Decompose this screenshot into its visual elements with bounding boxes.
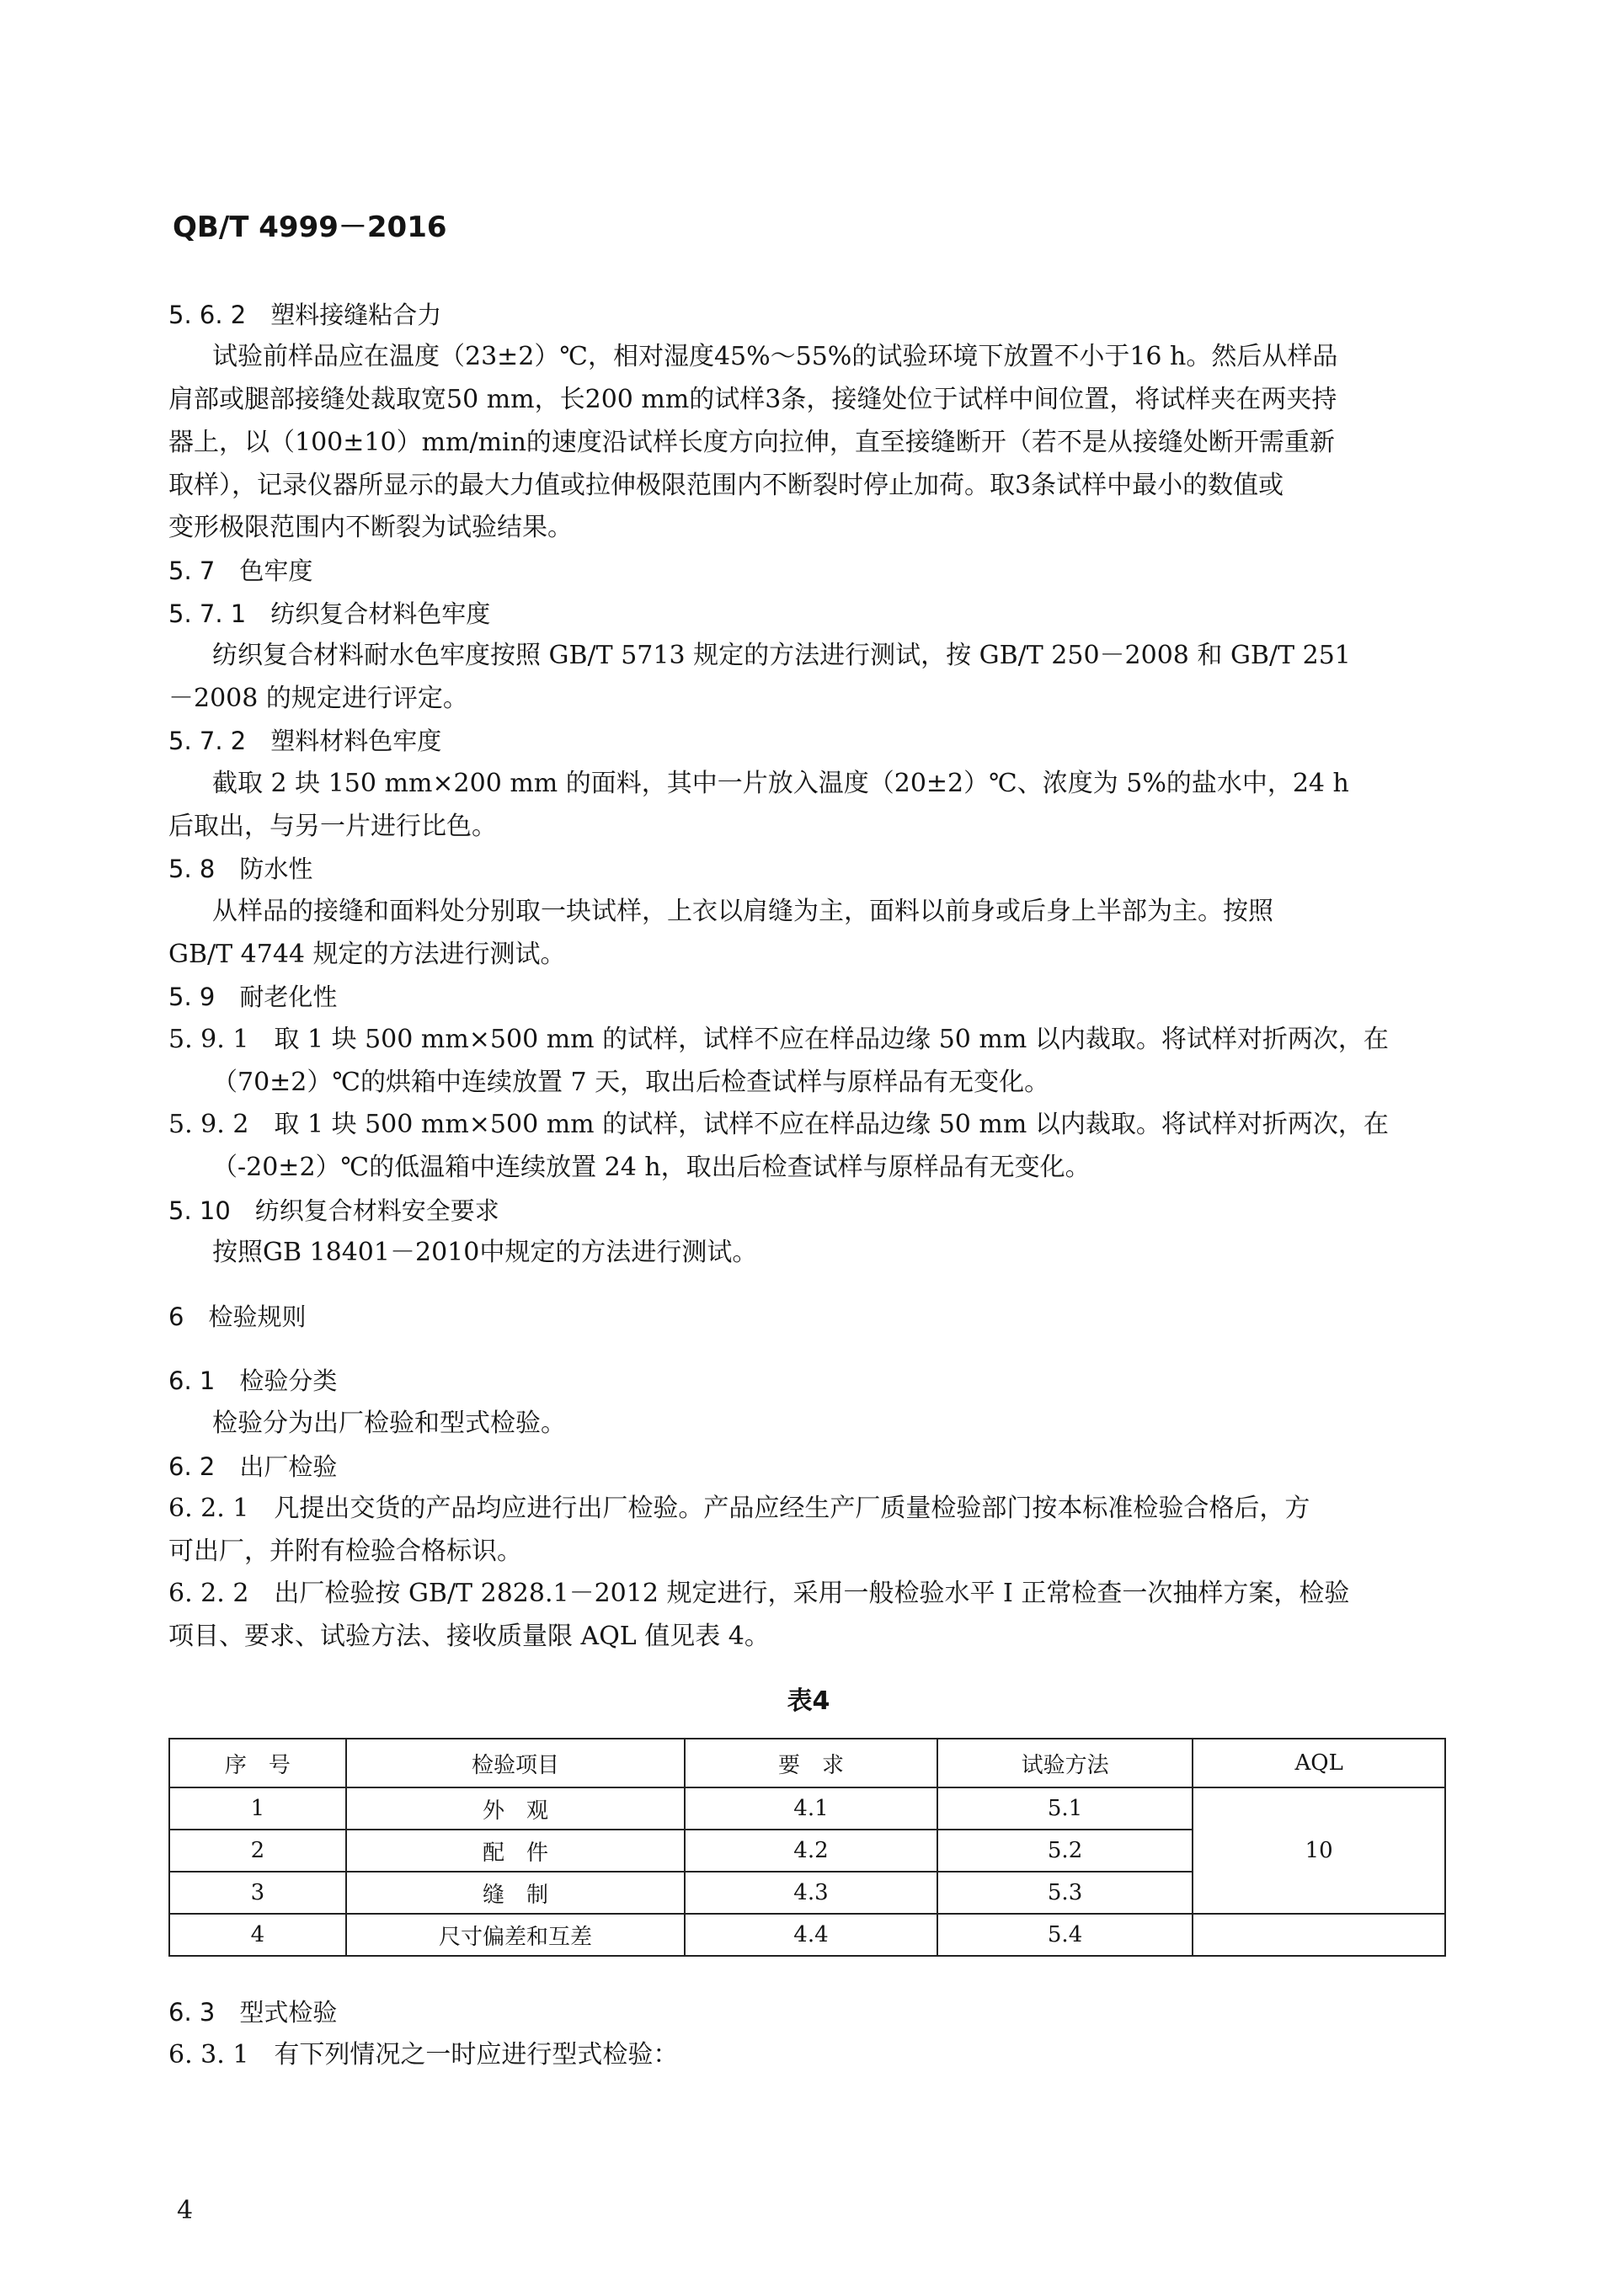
header-method: 试验方法 [937, 1739, 1193, 1787]
cell-method: 5.2 [937, 1830, 1193, 1872]
paragraph-line: 可出厂，并附有检验合格标识。 [168, 1537, 522, 1566]
section-heading-5-7-1: 5. 7. 1 纺织复合材料色牢度 [168, 599, 491, 628]
section-heading-5-8: 5. 8 防水性 [168, 855, 313, 883]
cell-method: 5.4 [937, 1914, 1193, 1956]
paragraph-line: 项目、要求、试验方法、接收质量限 AQL 值见表 4。 [168, 1622, 770, 1651]
cell-item: 外 观 [346, 1787, 685, 1830]
cell-aql: 10 [1193, 1787, 1445, 1914]
cell-item: 缝 制 [346, 1872, 685, 1914]
section-heading-5-6-2: 5. 6. 2 塑料接缝粘合力 [168, 301, 442, 329]
page-number: 4 [177, 2196, 194, 2225]
section-heading-6-1: 6. 1 检验分类 [168, 1366, 338, 1395]
header-requirement: 要 求 [685, 1739, 937, 1787]
paragraph-line: 截取 2 块 150 mm×200 mm 的面料，其中一片放入温度（20±2）℃、浓度为 5%的盐水中，24 h [212, 769, 1349, 798]
paragraph-line: 5. 9. 1 取 1 块 500 mm×500 mm 的试样，试样不应在样品边缘 50 mm 以内裁取。将试样对折两次，在 [168, 1025, 1389, 1054]
table-row [169, 1787, 1445, 1830]
paragraph-line: GB/T 4744 规定的方法进行测试。 [168, 940, 566, 969]
cell-no: 3 [169, 1872, 346, 1914]
cell-no: 4 [169, 1914, 346, 1956]
paragraph-line: 肩部或腿部接缝处裁取宽50 mm，长200 mm的试样3条，接缝处位于试样中间位置，将试样夹在两夹持 [168, 385, 1337, 414]
section-heading-5-7: 5. 7 色牢度 [168, 557, 313, 585]
header-aql: AQL [1193, 1739, 1445, 1787]
cell-requirement: 4.1 [685, 1787, 937, 1830]
paragraph-line: 检验分为出厂检验和型式检验。 [212, 1409, 566, 1438]
table-header-row [169, 1739, 1445, 1787]
cell-requirement: 4.2 [685, 1830, 937, 1872]
inspection-table [168, 1738, 1446, 1957]
paragraph-line: 从样品的接缝和面料处分别取一块试样，上衣以肩缝为主，面料以前身或后身上半部为主。按照 [212, 897, 1273, 926]
paragraph-line: －2008 的规定进行评定。 [168, 684, 468, 713]
cell-item: 配 件 [346, 1830, 685, 1872]
cell-method: 5.1 [937, 1787, 1193, 1830]
paragraph-line: 6. 2. 1 凡提出交货的产品均应进行出厂检验。产品应经生产厂质量检验部门按本标准检验合格后，方 [168, 1494, 1310, 1523]
paragraph-line: 纺织复合材料耐水色牢度按照 GB/T 5713 规定的方法进行测试，按 GB/T 250－2008 和 GB/T 251 [212, 641, 1351, 670]
cell-aql-empty [1193, 1914, 1445, 1956]
cell-requirement: 4.4 [685, 1914, 937, 1956]
paragraph-line: 5. 9. 2 取 1 块 500 mm×500 mm 的试样，试样不应在样品边缘 50 mm 以内裁取。将试样对折两次，在 [168, 1110, 1389, 1139]
section-heading-6-3: 6. 3 型式检验 [168, 1998, 338, 2027]
cell-no: 2 [169, 1830, 346, 1872]
section-heading-6: 6 检验规则 [168, 1302, 307, 1331]
table-row [169, 1914, 1445, 1956]
header-no: 序 号 [169, 1739, 346, 1787]
section-heading-5-10: 5. 10 纺织复合材料安全要求 [168, 1196, 499, 1225]
paragraph-line: 6. 2. 2 出厂检验按 GB/T 2828.1－2012 规定进行，采用一般检验水平 Ⅰ 正常检查一次抽样方案，检验 [168, 1579, 1350, 1608]
paragraph-line: 6. 3. 1 有下列情况之一时应进行型式检验： [168, 2040, 679, 2070]
cell-method: 5.3 [937, 1872, 1193, 1914]
document-code: QB/T 4999－2016 [173, 210, 447, 244]
paragraph-line: 按照GB 18401－2010中规定的方法进行测试。 [212, 1238, 758, 1267]
header-item: 检验项目 [346, 1739, 685, 1787]
paragraph-line: （70±2）℃的烘箱中连续放置 7 天，取出后检查试样与原样品有无变化。 [212, 1068, 1050, 1097]
paragraph-line: 取样），记录仪器所显示的最大力值或拉伸极限范围内不断裂时停止加荷。取3条试样中最小的数值或 [168, 471, 1284, 500]
paragraph-line: 器上，以（100±10）mm/min的速度沿试样长度方向拉伸，直至接缝断开（若不是从接缝处断开需重新 [168, 428, 1335, 457]
paragraph-line: （-20±2）℃的低温箱中连续放置 24 h，取出后检查试样与原样品有无变化。 [212, 1153, 1091, 1182]
section-heading-6-2: 6. 2 出厂检验 [168, 1452, 338, 1481]
cell-item: 尺寸偏差和互差 [346, 1914, 685, 1956]
paragraph-line: 变形极限范围内不断裂为试验结果。 [168, 513, 573, 542]
table-caption: 表4 [787, 1686, 830, 1716]
section-heading-5-7-2: 5. 7. 2 塑料材料色牢度 [168, 727, 442, 755]
paragraph-line: 试验前样品应在温度（23±2）℃，相对湿度45%～55%的试验环境下放置不小于16 h。然后从样品 [212, 342, 1338, 371]
cell-requirement: 4.3 [685, 1872, 937, 1914]
cell-no: 1 [169, 1787, 346, 1830]
section-heading-5-9: 5. 9 耐老化性 [168, 983, 338, 1011]
paragraph-line: 后取出，与另一片进行比色。 [168, 812, 497, 841]
